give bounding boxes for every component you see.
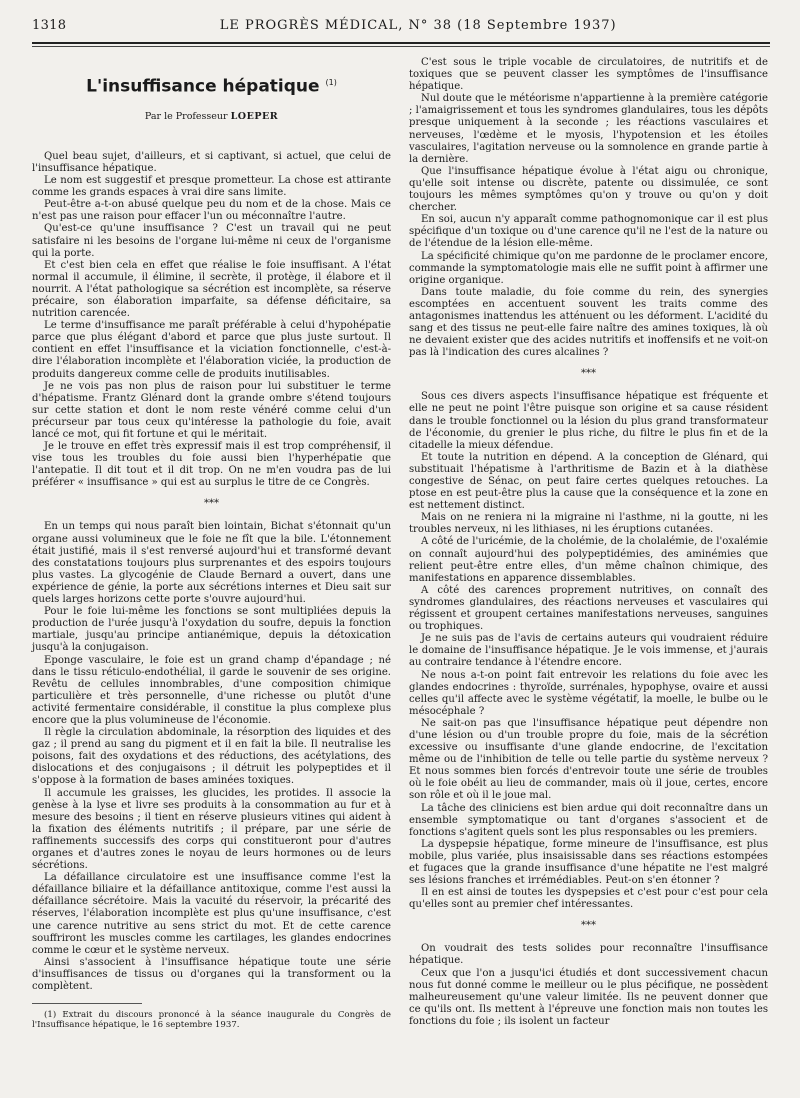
paragraph: La spécificité chimique qu'on me pardonne de le proclamer encore, commande la symptomatologie mais elle ne suffit point à affirmer une origine organique. [409, 250, 768, 286]
paragraph: Quel beau sujet, d'ailleurs, et si captivant, si actuel, que celui de l'insuffisance hépatique. [32, 150, 391, 174]
paragraph: Le nom est suggestif et presque prometteur. La chose est attirante comme les grands espaces à vrai dire sans limite. [32, 175, 391, 199]
paragraph: On voudrait des tests solides pour reconnaître l'insuffisance hépatique. [409, 943, 768, 967]
paragraph: Je ne suis pas de l'avis de certains auteurs qui voudraient réduire le domaine de l'insuffisance hépatique. Je le vois immense, et j'aurais au contraire tendance à l'étendre encore. [409, 633, 768, 669]
paragraph: Il en est ainsi de toutes les dyspepsies et c'est pour c'est pour cela qu'elles sont au premier chef intéressantes. [409, 887, 768, 911]
byline-prefix: Par le Professeur [144, 110, 228, 122]
left-column [32, 57, 391, 1030]
header-rule-thin [32, 46, 770, 47]
section-separator: *** [581, 368, 596, 380]
paragraph: La dyspepsie hépatique, forme mineure de l'insuffisance, est plus mobile, plus variée, plus insaisissable dans ses réactions estompées et fugaces que la grande insuffisance d'une hépatite ne l'est malgré ses lésions franches et irrémédiables. Peut-on s'en étonner ? [409, 838, 768, 887]
paragraph: Je ne vois pas non plus de raison pour lui substituer le terme d'hépatisme. Frantz Glénard dont la grande ombre s'étend toujours sur cette station et dont le nom reste vénéré comme celui d'un précurseur par tous ceux qu'intéresse la pathologie du foie, avait lancé ce mot, qui fit fortune et qui le méritait. [32, 380, 391, 440]
paragraph: Et c'est bien cela en effet que réalise le foie insuffisant. A l'état normal il accumule, il élimine, il secrète, il protège, il élabore et il nourrit. A l'état pathologique sa sécrétion est incomplète, sa réserve précaire, son élaboration imparfaite, sa défense déficitaire, sa nutrition carencée. [32, 259, 391, 320]
paragraph: Mais on ne reniera ni la migraine ni l'asthme, ni la goutte, ni les troubles nerveux, ni les lithiases, ni les éruptions cutanées. [409, 512, 768, 536]
author-name: LOEPER [230, 110, 279, 122]
paragraph: A côté des carences proprement nutritives, on connaît des syndromes glandulaires, des réactions nerveuses et vasculaires qui régissent et groupent certaines manifestations nerveuses, sanguines ou trophiques. [409, 584, 768, 633]
footnote-rule [32, 1003, 142, 1004]
header-rule [32, 42, 770, 44]
paragraph: Et toute la nutrition en dépend. A la conception de Glénard, qui substituait l'hépatisme à l'arthritisme de Bazin et à la diathèse congestive de Sénac, on peut faire certes quelques retouches. La ptose en est peut-être plus la cause que la conséquence et la zone en est nettement distinct. [409, 451, 768, 512]
paragraph: En soi, aucun n'y apparaît comme pathognomonique car il est plus spécifique d'un toxique ou d'une carence qu'il ne l'est de la nature ou de l'étendue de la lésion elle-même. [409, 214, 768, 250]
right-column [409, 57, 768, 1030]
paragraph: Que l'insuffisance hépatique évolue à l'état aigu ou chronique, qu'elle soit intense ou discrète, patente ou dissimulée, ce sont toujours les mêmes symptômes qu'on y trouve ou qu'on y doit chercher. [409, 165, 768, 214]
article-title-text: L'insuffisance hépatique [86, 76, 320, 97]
paragraph: Pour le foie lui-même les fonctions se sont multipliées depuis la production de l'urée jusqu'à l'oxydation du soufre, depuis la fonction martiale, jusqu'au principe antianémique, depuis la détoxication jusqu'à la conjugaison. [32, 606, 391, 654]
paragraph: Peut-être a-t-on abusé quelque peu du nom et de la chose. Mais ce n'est pas une raison pour effacer l'un ou méconnaître l'autre. [32, 199, 391, 223]
paragraph: Sous ces divers aspects l'insuffisance hépatique est fréquente et elle ne peut ne point l'être puisque son origine et sa cause résident dans le trouble fonctionnel ou la lésion du plus grand transformateur de l'économie, du grenier le plus riche, du filtre le plus fin et de la citadelle la mieux défendue. [409, 391, 768, 451]
page-number: 1318 [32, 18, 67, 33]
paragraph: Il règle la circulation abdominale, la résorption des liquides et des gaz ; il prend au sang du pigment et il en fait la bile. Il neutralise les poisons, fait des oxydations et des réductions, des acétylations, des dislocations et des conjugaisons ; il détruit les polypeptides et il s'oppose à la formation de bases aminées toxiques. [32, 727, 391, 787]
paragraph: Dans toute maladie, du foie comme du rein, des synergies escomptées en accentuent souvent les traits comme des antagonismes inattendus les atténuent ou les déforment. L'acidité du sang et des tissus ne peut-elle faire naître des amines toxiques, là où ne devaient exister que des acides nutritifs et inoffensifs et ne voit-on pas là l'indication des cures alcalines ? [409, 286, 768, 359]
paragraph: C'est sous le triple vocable de circulatoires, de nutritifs et de toxiques que se peuvent classer les symptômes de l'insuffisance hépatique. [409, 57, 768, 93]
paragraph: A côté de l'uricémie, de la cholémie, de la cholalémie, de l'oxalémie on connaît aujourd'hui des polypeptidémies, des aminémies que relient peut-être entre elles, d'un même chaînon chimique, des manifestations en apparence dissemblables. [409, 536, 768, 584]
paragraph: Qu'est-ce qu'une insuffisance ? C'est un travail qui ne peut satisfaire ni les besoins de l'organe lui-même ni ceux de l'organisme qui la porte. [32, 223, 391, 259]
running-header [32, 18, 770, 38]
section-separator: *** [204, 498, 219, 510]
paragraph: La défaillance circulatoire est une insuffisance comme l'est la défaillance biliaire et la défaillance antitoxique, comme l'est aussi la défaillance sécrétoire. Mais la vacuité du réservoir, la précarité des réserves, l'élaboration incomplète est plus qu'une insuffisance, c'est une carence nutritive au sens strict du mot. Et de cette carence souffriront les muscles comme les cartilages, les glandes endocrines comme le cœur et le système nerveux. [32, 872, 391, 956]
article-title [32, 76, 391, 97]
paragraph: Ne nous a-t-on point fait entrevoir les relations du foie avec les glandes endocrines : thyroïde, surrénales, hypophyse, ovaire et aussi celles qu'il affecte avec le système végétatif, la moelle, le bulbe ou le mésocéphale ? [409, 669, 768, 717]
footnote: (1) Extrait du discours prononcé à la séance inaugurale du Congrès de l'Insuffisance hépatique, le 16 septembre 1937. [32, 1010, 391, 1031]
paragraph: Eponge vasculaire, le foie est un grand champ d'épandage ; né dans le tissu réticulo-endothélial, il garde le souvenir de ses origine. Revêtu de cellules innombrables, d'une composition chimique particulière et très personnelle, d'une richesse ou plutôt d'une activité fermentaire considérable, il constitue la plus complexe plus encore que la plus volumineuse de l'économie. [32, 654, 391, 726]
article-body [32, 57, 770, 1030]
paragraph: Il accumule les graisses, les glucides, les protides. Il associe la genèse à la lyse et livre ses produits à la consommation au fur et à mesure des besoins ; il tient en réserve plusieurs vitines qui aident à la fixation des éléments nutritifs ; il prépare, par une série de raffinements successifs des corps qui constitueront pour d'autres organes et d'autres zones le noyau de leurs hormones ou de leurs sécrétions. [32, 787, 391, 872]
footnote-marker: (1) [325, 78, 337, 87]
paragraph: Ceux que l'on a jusqu'ici étudiés et dont successivement chacun nous fut donné comme le meilleur ou le plus pécifique, ne possèdent malheureusement qu'une valeur limitée. Ils ne peuvent donner que ce qu'ils ont. Ils mettent à l'épreuve une fonction mais non toutes les fonctions du foie ; ils isolent un facteur [409, 967, 768, 1027]
paragraph: Le terme d'insuffisance me paraît préférable à celui d'hypohépatie parce que plus élégant d'abord et parce que plus juste surtout. Il contient en effet l'insuffisance et la viciation fonctionnelle, c'est-à-dire l'élaboration incomplète et l'élaboration viciée, la production de produits dangereux comme celle de produits inutilisables. [32, 320, 391, 380]
paragraph: Je le trouve en effet très expressif mais il est trop compréhensif, il vise tous les troubles du foie aussi bien l'hyperhépatie que l'antepatie. Il dit tout et il dit trop. On ne m'en voudra pas de lui préférer « insuffisance » qui est au surplus le titre de ce Congrès. [32, 441, 391, 489]
paragraph: La tâche des cliniciens est bien ardue qui doit reconnaître dans un ensemble symptomatique ou tant d'organes s'associent et de fonctions s'agitent quels sont les plus responsables ou les premiers. [409, 802, 768, 838]
paragraph: Nul doute que le météorisme n'appartienne à la première catégorie ; l'amaigrissement et tous les syndromes glandulaires, tous les dépôts presque uniquement à la seconde ; les réactions vasculaires et nerveuses, l'œdème et le myosis, l'hypotension et les étoiles vasculaires, l'agitation nerveuse ou la somnolence en grande partie à la dernière. [409, 93, 768, 165]
paragraph: Ainsi s'associent à l'insuffisance hépatique toute une série d'insuffisances de tissus ou d'organes qui la transforment ou la complètent. [32, 956, 391, 993]
byline [32, 111, 391, 123]
section-separator: *** [581, 920, 596, 932]
journal-title: LE PROGRÈS MÉDICAL, N° 38 (18 Septembre 1937) [219, 18, 617, 33]
paragraph: En un temps qui nous paraît bien lointain, Bichat s'étonnait qu'un organe aussi volumineux que le foie ne fît que la bile. L'étonnement était justifié, mais il s'est renversé aujourd'hui et transformé devant des constatations toujours plus surprenantes et des espoirs toujours plus vastes. La glycogénie de Claude Bernard a ouvert, dans une expérience de génie, la porte aux sécrétions internes et Dieu sait sur quels larges horizons cette porte s'ouvre aujourd'hui. [32, 521, 391, 606]
paragraph: Ne sait-on pas que l'insuffisance hépatique peut dépendre non d'une lésion ou d'un trouble propre du foie, mais de la sécrétion excessive ou insuffisante d'une glande endocrine, de l'excitation même ou de l'inhibition de telle ou telle partie du système nerveux ? Et nous sommes bien forcés d'entrevoir toute une série de troubles où le foie obéit au lieu de commander, mais où il joue, certes, encore son rôle et où il le joue mal. [409, 717, 768, 802]
